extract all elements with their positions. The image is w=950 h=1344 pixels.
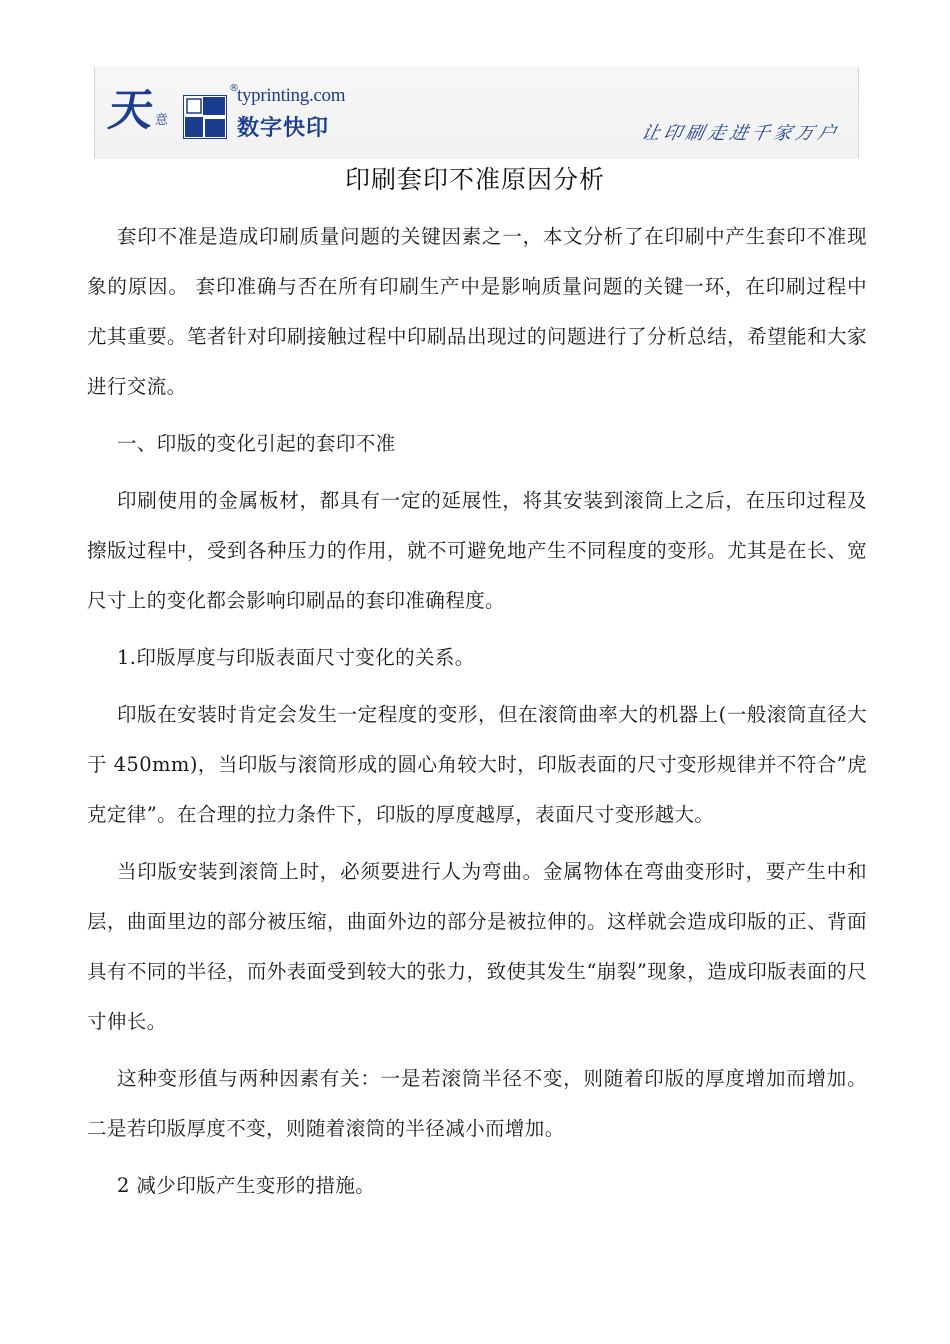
page-title: 印刷套印不准原因分析 [344,165,605,194]
logo-mark [105,81,219,145]
header-banner [94,67,859,159]
paragraph: 当印版安装到滚筒上时，必须要进行人为弯曲。金属物体在弯曲变形时，要产生中和层，曲面里边的部分被压缩，曲面外边的部分是被拉伸的。这样就会造成印版的正、背面具有不同的半径，而外表面受到较大的张力，致使其发生“崩裂”现象，造成印版表面的尺寸伸长。 [87,860,867,1033]
section-heading-1: 一、印版的变化引起的套印不准 [117,432,396,455]
paragraph-intro: 套印不准是造成印刷质量问题的关键因素之一，本文分析了在印刷中产生套印不准现象的原因。 套印准确与否在所有印刷生产中是影响质量问题的关键一环，在印刷过程中尤其重要。笔者针对印刷接触过程中印刷品出现过的问题进行了分析总结，希望能和大家进行交流。 [87,225,867,398]
brand-char-main: 天 [105,85,157,136]
registered-mark: ® [229,83,239,94]
checker-squares-icon [183,95,227,139]
brand-slogan: 让印刷走进千家万户 [639,123,842,144]
paragraph: 印刷使用的金属板材，都具有一定的延展性，将其安装到滚筒上之后，在压印过程及擦版过程中，受到各种压力的作用，就不可避免地产生不同程度的变形。尤其是在长、宽尺寸上的变化都会影响印刷品的套印准确程度。 [87,489,867,612]
brand-domain: typrinting.com [237,85,346,106]
brand-name: 数字快印 [237,116,330,141]
subsection-heading-2: 2 减少印版产生变形的措施。 [117,1174,376,1197]
paragraph: 印版在安装时肯定会发生一定程度的变形，但在滚筒曲率大的机器上(一般滚筒直径大于 450mm)，当印版与滚筒形成的圆心角较大时，印版表面的尺寸变形规律并不符合”虎克定律”。在合理的拉力条件下，印版的厚度越厚，表面尺寸变形越大。 [87,703,867,826]
paragraph: 这种变形值与两种因素有关：一是若滚筒半径不变，则随着印版的厚度增加而增加。二是若印版厚度不变，则随着滚筒的半径减小而增加。 [87,1067,867,1140]
brand-char-small: 意 [155,113,169,128]
brand-logo [105,77,449,149]
subsection-heading-1: 1.印版厚度与印版表面尺寸变化的关系。 [117,646,475,669]
document-body [87,212,867,1218]
